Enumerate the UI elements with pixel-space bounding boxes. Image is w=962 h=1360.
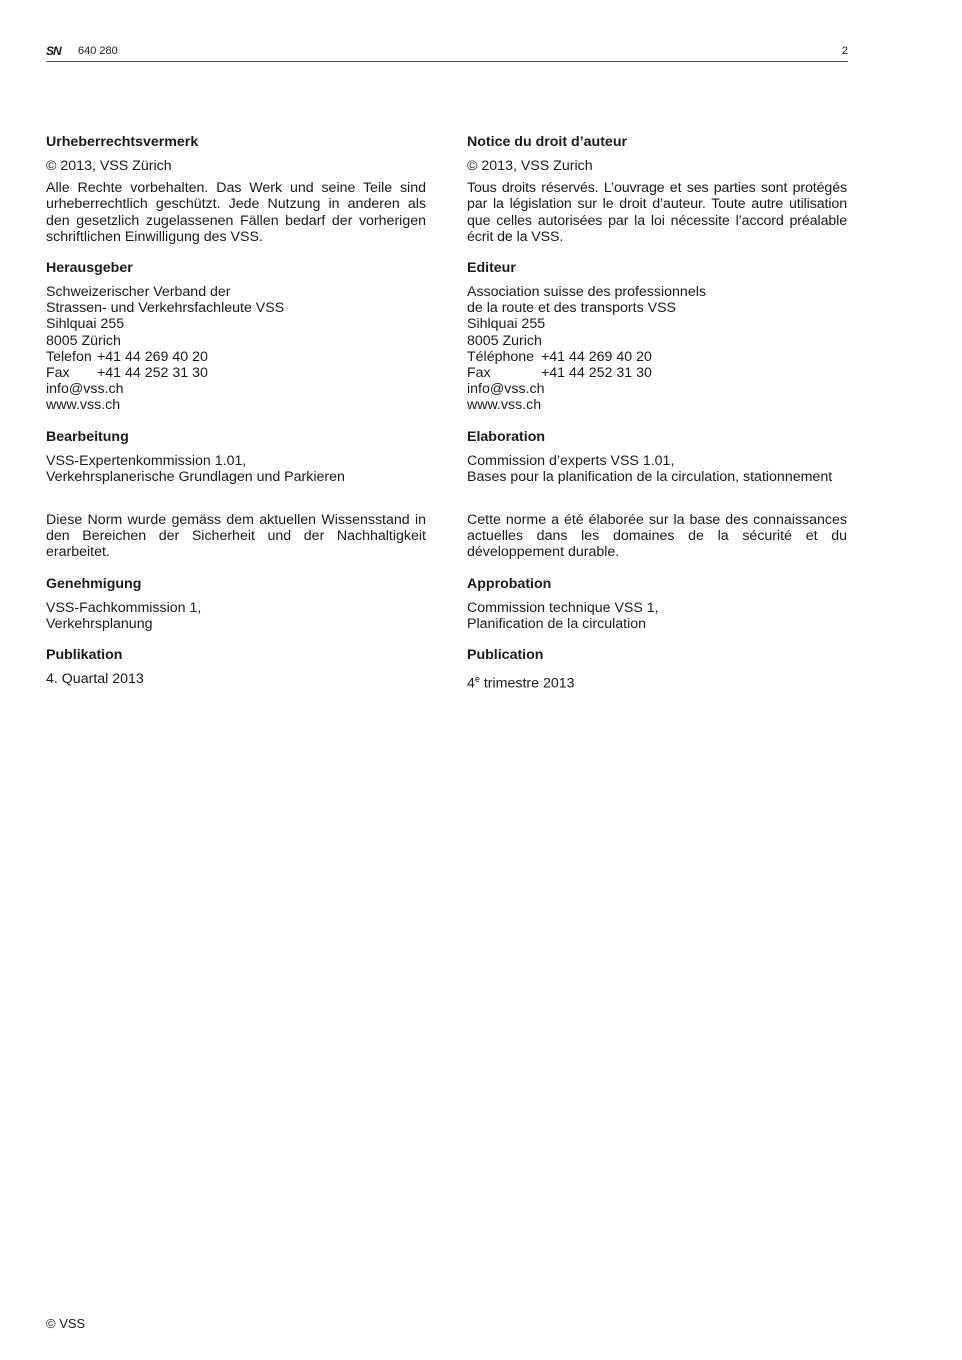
copyright-text: Alle Rechte vorbehalten. Das Werk und seine Teile sind urheberrechtlich geschützt. Jede Nutzung in anderen als den gesetzlich zugelassenen Fällen bedarf der vorherigen schriftlichen Einwilligung des VSS. — [46, 180, 426, 245]
fax-row — [46, 365, 426, 381]
publication-line: 4. Quartal 2013 — [46, 671, 144, 688]
section-title: Elaboration — [467, 428, 546, 445]
website-link[interactable]: www.vss.ch — [467, 397, 542, 414]
processing-line: Commission d’experts VSS 1.01, — [467, 452, 675, 469]
page-header — [46, 44, 848, 62]
publisher-line: Sihlquai 255 — [467, 316, 546, 333]
phone-row — [467, 349, 847, 365]
approval-line: Commission technique VSS 1, — [467, 599, 659, 616]
publisher-line: 8005 Zürich — [46, 332, 121, 349]
publisher-section-de — [46, 260, 426, 414]
approval-line: Verkehrsplanung — [46, 615, 153, 632]
phone-row — [46, 349, 426, 365]
publication-section-de — [46, 647, 426, 687]
approval-section-fr — [467, 576, 847, 632]
processing-section-de — [46, 429, 426, 561]
document-number: 640 280 — [78, 45, 118, 57]
processing-line: VSS-Expertenkommission 1.01, — [46, 452, 247, 469]
section-title: Notice du droit d’auteur — [467, 134, 628, 150]
email-link[interactable]: info@vss.ch — [467, 381, 545, 398]
publication-rest: trimestre 2013 — [479, 675, 575, 692]
publisher-section-fr — [467, 260, 847, 414]
fax-label: Fax — [46, 365, 70, 382]
footer-copyright: © VSS — [46, 1316, 86, 1331]
copyright-line: © 2013, VSS Zurich — [467, 158, 593, 174]
approval-line: VSS-Fachkommission 1, — [46, 599, 202, 616]
publication-line — [467, 671, 847, 692]
processing-line: Verkehrsplanerische Grundlagen und Parkieren — [46, 468, 345, 485]
publisher-line: de la route et des transports VSS — [467, 300, 676, 317]
phone-value: +41 44 269 40 20 — [541, 348, 652, 365]
website-link[interactable]: www.vss.ch — [46, 397, 121, 414]
section-title: Bearbeitung — [46, 428, 129, 445]
copyright-section-de — [46, 134, 426, 245]
fax-label: Fax — [467, 365, 491, 382]
copyright-section-fr — [467, 134, 847, 245]
publication-superscript: e — [474, 674, 480, 685]
publisher-line: Strassen- und Verkehrsfachleute VSS — [46, 300, 285, 317]
copyright-line: © 2013, VSS Zürich — [46, 158, 172, 174]
phone-value: +41 44 269 40 20 — [97, 348, 208, 365]
processing-section-fr — [467, 429, 847, 561]
french-column — [467, 134, 847, 707]
email-link[interactable]: info@vss.ch — [46, 381, 124, 398]
section-title: Urheberrechtsvermerk — [46, 134, 199, 150]
publisher-line: Association suisse des professionnels — [467, 284, 706, 301]
fax-value: +41 44 252 31 30 — [97, 365, 208, 382]
fax-row — [467, 365, 847, 381]
section-title: Herausgeber — [46, 260, 133, 277]
section-title: Publikation — [46, 647, 123, 664]
publisher-line: Schweizerischer Verband der — [46, 284, 231, 301]
processing-line: Bases pour la planification de la circulation, stationnement — [467, 468, 833, 485]
fax-value: +41 44 252 31 30 — [541, 365, 652, 382]
phone-label: Telefon — [46, 348, 92, 365]
section-title: Approbation — [467, 575, 552, 592]
processing-note: Cette norme a été élaborée sur la base des connaissances actuelles dans les domaines de la sécurité et du développement durable. — [467, 512, 847, 561]
copyright-text: Tous droits réservés. L’ouvrage et ses parties sont protégés par la législation sur le droit d’auteur. Toute autre utilisation que celles autorisées par la loi nécessite l’accord préalable écrit de la VSS. — [467, 180, 847, 245]
german-column — [46, 134, 426, 702]
section-title: Genehmigung — [46, 575, 142, 592]
publisher-line: 8005 Zurich — [467, 332, 542, 349]
processing-note: Diese Norm wurde gemäss dem aktuellen Wissensstand in den Bereichen der Sicherheit und der Nachhaltigkeit erarbeitet. — [46, 512, 426, 561]
publication-number: 4 — [467, 675, 475, 692]
section-title: Publication — [467, 647, 544, 664]
approval-line: Planification de la circulation — [467, 615, 647, 632]
page-number: 2 — [841, 45, 848, 57]
phone-label: Téléphone — [467, 348, 535, 365]
sn-logo: SN — [46, 44, 61, 58]
section-title: Editeur — [467, 260, 516, 277]
publisher-line: Sihlquai 255 — [46, 316, 125, 333]
publication-section-fr — [467, 647, 847, 692]
approval-section-de — [46, 576, 426, 632]
